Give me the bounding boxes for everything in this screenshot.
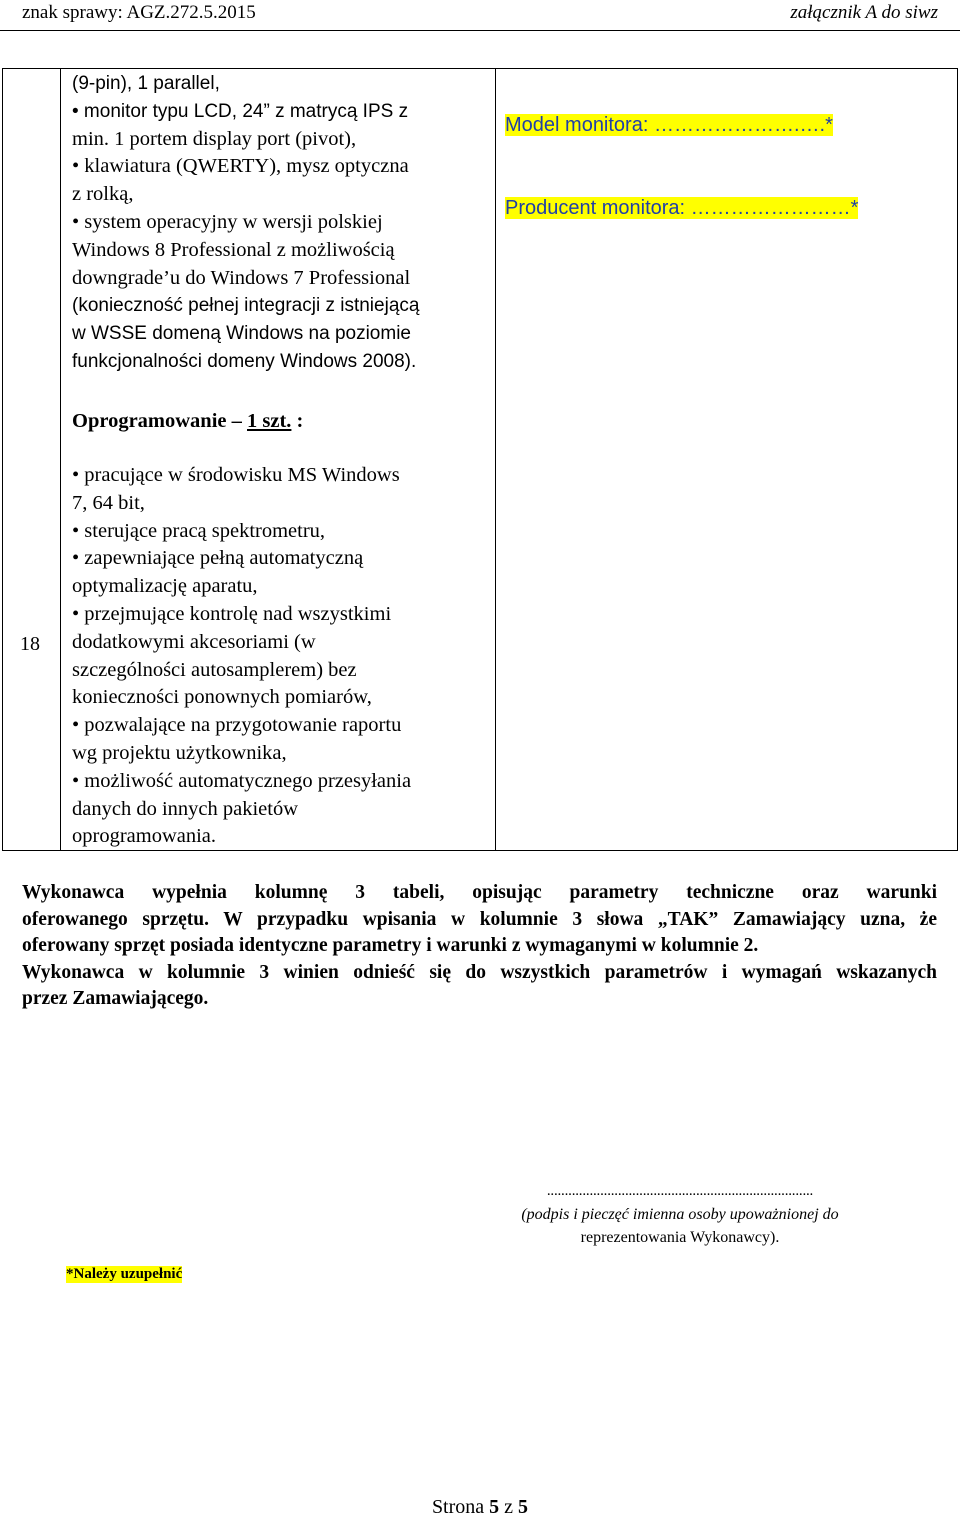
attachment-label: załącznik A do siwz: [790, 2, 938, 23]
spec-line: funkcjonalności domeny Windows 2008).: [72, 350, 417, 372]
software-line: • zapewniające pełną automatyczną: [72, 547, 364, 570]
page-number: [0, 1496, 960, 1519]
table-left-border: [2, 68, 3, 851]
model-field-label: Model monitora: ………………….….*: [505, 114, 833, 136]
signature-caption-line2: reprezentowania Wykonawcy).: [580, 1229, 780, 1246]
software-heading-suffix: :: [291, 410, 304, 432]
row-number: 18: [20, 633, 40, 655]
spec-line: min. 1 portem display port (pivot),: [72, 127, 357, 150]
note-line: Wykonawca wypełnia kolumnę 3 tabeli, opisując parametry techniczne oraz warunki: [22, 882, 937, 903]
software-line: • pracujące w środowisku MS Windows: [72, 464, 400, 486]
software-line: optymalizację aparatu,: [72, 575, 258, 598]
note-line: Wykonawca w kolumnie 3 winien odnieść się do wszystkich parametrów i wymagań wskazanych: [22, 961, 937, 983]
signature-caption-line1: (podpis i pieczęć imienna osoby upoważnionej do: [521, 1206, 839, 1223]
signature-dots: ...........................................................................: [546, 1183, 814, 1199]
table-top-border: [2, 68, 958, 69]
contractor-instructions: [22, 880, 937, 1013]
software-line: szczególności autosamplerem) bez: [72, 658, 357, 681]
software-line: wg projektu użytkownika,: [72, 741, 287, 764]
software-line: 7, 64 bit,: [72, 491, 145, 514]
producer-field[interactable]: [505, 197, 858, 220]
spec-software-text: [72, 462, 492, 851]
software-heading-qty: 1 szt.: [247, 410, 292, 432]
software-line: • możliwość automatycznego przesyłania: [72, 769, 412, 792]
spec-line: • klawiatura (QWERTY), mysz optyczna: [72, 155, 409, 178]
software-line: danych do innych pakietów: [72, 797, 299, 820]
note-line: oferowanego sprzętu. W przypadku wpisania w kolumnie 3 słowa „TAK” Zamawiający uzna, że: [22, 908, 937, 930]
software-line: oprogramowania.: [72, 825, 217, 848]
page-total: 5: [518, 1496, 529, 1518]
fill-required-note: *Należy uzupełnić: [66, 1266, 183, 1282]
spec-line: • system operacyjny w wersji polskiej: [72, 210, 383, 233]
spec-line: downgrade’u do Windows 7 Professional: [72, 266, 411, 289]
producer-field-label: Producent monitora: ……………………*: [505, 197, 859, 219]
software-line: konieczności ponownych pomiarów,: [72, 686, 372, 709]
column-divider-1: [60, 68, 61, 851]
spec-line: • monitor typu LCD, 24” z matrycą IPS z: [72, 100, 409, 122]
note-line: oferowany sprzęt posiada identyczne parametry i warunki z wymaganymi w kolumnie 2.: [22, 935, 759, 956]
software-heading: [72, 408, 492, 436]
software-line: dodatkowymi akcesoriami (w: [72, 630, 316, 653]
note-line: przez Zamawiającego.: [22, 988, 209, 1009]
page-current: 5: [489, 1496, 500, 1518]
page-middle: z: [499, 1496, 519, 1518]
column-divider-2: [495, 68, 496, 851]
software-line: • sterujące pracą spektrometru,: [72, 519, 326, 542]
spec-hardware-text: [72, 70, 492, 376]
spec-line: z rolką,: [72, 183, 134, 206]
header-divider: [0, 30, 960, 31]
case-number: znak sprawy: AGZ.272.5.2015: [22, 2, 256, 23]
table-right-border: [957, 68, 958, 851]
page-prefix: Strona: [431, 1496, 490, 1518]
software-line: • pozwalające na przygotowanie raportu: [72, 714, 402, 737]
spec-line: w WSSE domeną Windows na poziomie: [72, 323, 411, 345]
spec-line: Windows 8 Professional z możliwością: [72, 238, 395, 261]
software-heading-label: Oprogramowanie –: [72, 410, 248, 432]
signature-block: [460, 1180, 900, 1249]
model-field[interactable]: [505, 114, 833, 137]
software-line: • przejmujące kontrolę nad wszystkimi: [72, 602, 392, 625]
spec-line: (konieczność pełnej integracji z istniejącą: [72, 295, 420, 317]
spec-line: (9-pin), 1 parallel,: [72, 73, 220, 94]
